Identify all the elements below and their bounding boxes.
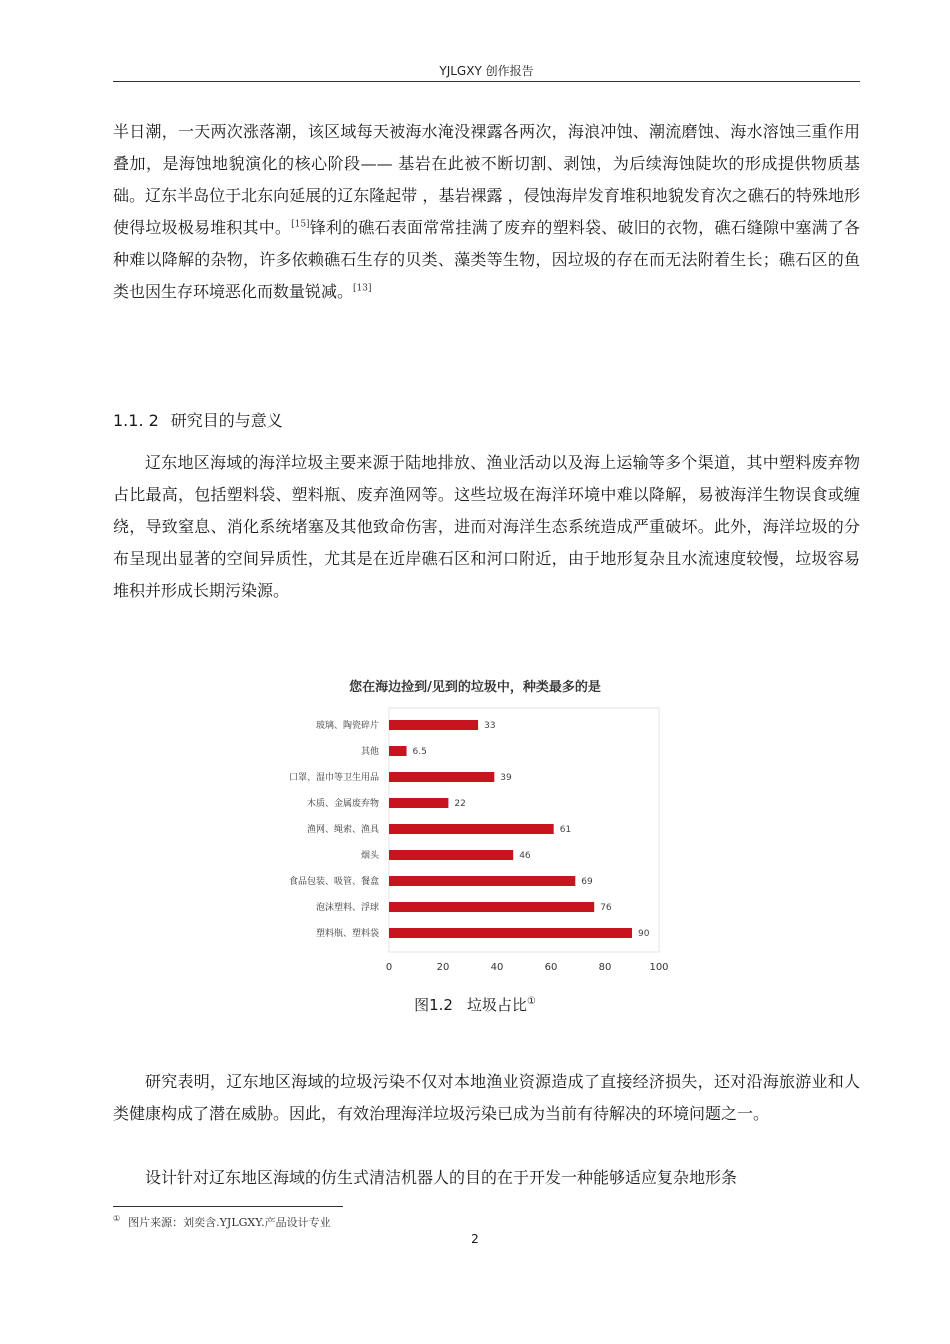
figure-number: 图1.2 bbox=[414, 996, 453, 1014]
data-label: 69 bbox=[581, 877, 593, 887]
category-label: 食品包装、吸管、餐盒 bbox=[288, 877, 379, 887]
data-label: 61 bbox=[559, 825, 572, 835]
section-title: 研究目的与意义 bbox=[170, 411, 283, 430]
bar-chart bbox=[270, 676, 680, 976]
chart-title: 您在海边捡到/见到的垃圾中，种类最多的是 bbox=[349, 680, 601, 695]
x-tick-label: 20 bbox=[436, 962, 450, 973]
header-rule bbox=[113, 81, 860, 82]
page-number: 2 bbox=[471, 1232, 479, 1246]
citation-15: [15] bbox=[291, 219, 310, 230]
bar bbox=[389, 928, 632, 938]
category-label: 泡沫塑料、浮球 bbox=[315, 903, 379, 913]
bar bbox=[389, 850, 513, 860]
bar bbox=[389, 876, 575, 886]
figure-caption bbox=[0, 994, 950, 1015]
bar bbox=[389, 772, 494, 782]
category-label: 渔网、绳索、渔具 bbox=[306, 825, 379, 835]
x-tick-label: 40 bbox=[490, 962, 504, 973]
citation-13: [13] bbox=[353, 283, 372, 294]
category-label: 玻璃、陶瓷碎片 bbox=[315, 721, 379, 731]
paragraph-4: 设计针对辽东地区海域的仿生式清洁机器人的目的在于开发一种能够适应复杂地形条 bbox=[145, 1168, 738, 1187]
footnote-text: 图片来源：刘奕含.YJLGXY.产品设计专业 bbox=[128, 1216, 331, 1229]
bar bbox=[389, 902, 594, 912]
bar bbox=[389, 798, 448, 808]
section-heading bbox=[113, 408, 283, 431]
paragraph-1-text-a: 半日潮，一天两次涨落潮，该区域每天被海水淹没裸露各两次，海浪冲蚀、潮流磨蚀、海水溶蚀三重作用叠加，是海蚀地貌演化的核心阶段—— 基岩在此被不断切割、剥蚀，为后续海蚀陡坎的形成提供物质基础。辽东半岛位于北东向延展的辽东隆起带 ，基岩裸露 ，侵蚀海岸发育堆积地貌发育次之礁石的特殊地形使得垃圾极易堆积其中。 bbox=[113, 122, 860, 237]
chart-plot bbox=[270, 704, 680, 976]
category-label: 烟头 bbox=[360, 851, 379, 861]
paragraph-1 bbox=[113, 116, 860, 308]
figure-footnote-mark: ① bbox=[526, 996, 536, 1007]
category-label: 木质、金属废弃物 bbox=[306, 799, 379, 809]
data-label: 90 bbox=[638, 929, 650, 939]
section-number: 1.1. 2 bbox=[113, 411, 159, 430]
x-tick-label: 60 bbox=[544, 962, 558, 973]
category-label: 塑料瓶、塑料袋 bbox=[315, 929, 379, 939]
x-tick-label: 0 bbox=[385, 962, 393, 973]
paragraph-2: 辽东地区海域的海洋垃圾主要来源于陆地排放、渔业活动以及海上运输等多个渠道，其中塑料废弃物占比最高，包括塑料袋、塑料瓶、废弃渔网等。这些垃圾在海洋环境中难以降解，易被海洋生物误食或缠绕，导致窒息、消化系统堵塞及其他致命伤害，进而对海洋生态系统造成严重破坏。此外，海洋垃圾的分布呈现出显著的空间异质性，尤其是在近岸礁石区和河口附近，由于地形复杂且水流速度较慢，垃圾容易堆积并形成长期污染源。 bbox=[113, 453, 860, 600]
data-label: 6.5 bbox=[412, 747, 427, 757]
figure-caption-text: 垃圾占比 bbox=[466, 996, 527, 1014]
bar bbox=[389, 720, 478, 730]
data-label: 33 bbox=[484, 721, 496, 731]
x-tick-label: 80 bbox=[598, 962, 612, 973]
data-label: 39 bbox=[500, 773, 512, 783]
footnote-mark: ① bbox=[113, 1214, 121, 1224]
footnote bbox=[113, 1214, 331, 1230]
paragraph-3: 研究表明，辽东地区海域的垃圾污染不仅对本地渔业资源造成了直接经济损失，还对沿海旅游业和人类健康构成了潜在威胁。因此，有效治理海洋垃圾污染已成为当前有待解决的环境问题之一。 bbox=[113, 1072, 860, 1123]
category-label: 口罩、湿巾等卫生用品 bbox=[288, 773, 379, 783]
bar bbox=[389, 824, 554, 834]
data-label: 22 bbox=[454, 799, 466, 809]
paragraph-1-text-b: 锋利的礁石表面常常挂满了废弃的塑料袋、破旧的衣物，礁石缝隙中塞满了各种难以降解的杂物，许多依赖礁石生存的贝类、藻类等生物，因垃圾的存在而无法附着生长；礁石区的鱼类也因生存环境恶化而数量锐减。 bbox=[113, 218, 860, 301]
footnote-rule bbox=[113, 1206, 343, 1207]
bar bbox=[389, 746, 407, 756]
running-header: YJLGXY 创作报告 bbox=[439, 64, 534, 78]
category-label: 其他 bbox=[360, 747, 379, 757]
data-label: 46 bbox=[519, 851, 531, 861]
data-label: 76 bbox=[600, 903, 612, 913]
x-tick-label: 100 bbox=[649, 962, 669, 973]
